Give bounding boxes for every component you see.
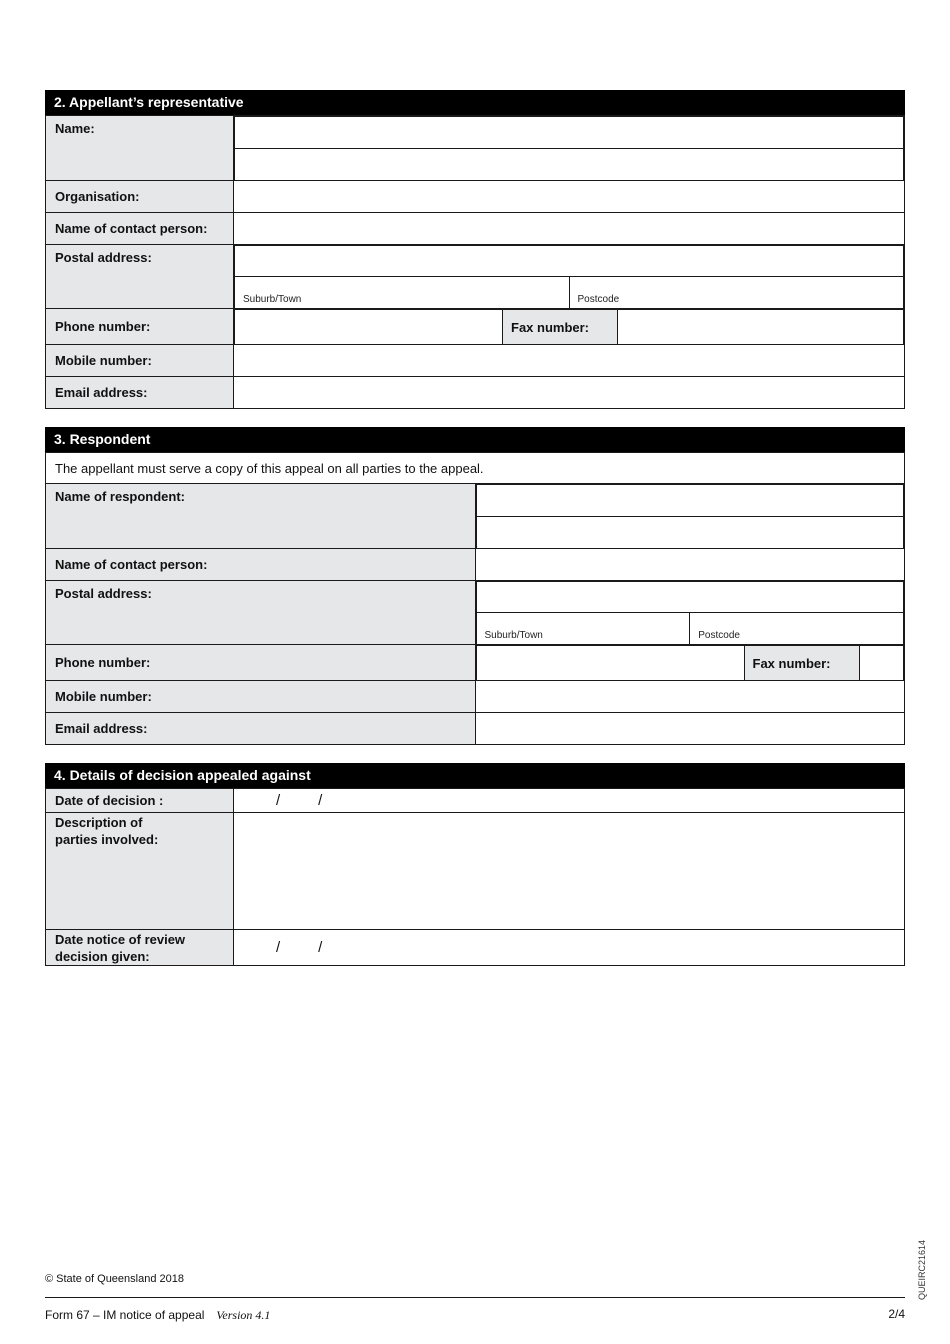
resp-suburb-field[interactable]: Suburb/Town [476, 612, 690, 644]
rep-name-field-2[interactable] [235, 149, 904, 180]
rep-mobile-field[interactable] [234, 345, 905, 377]
rep-contact-field[interactable] [234, 212, 905, 244]
form-code: QUEIRC21614 [917, 1239, 927, 1300]
section-respondent [45, 427, 905, 745]
name-label: Name: [46, 116, 234, 181]
resp-email-label: Email address: [46, 713, 476, 745]
resp-postal-street-field[interactable] [476, 581, 904, 612]
rep-contact-label: Name of contact person: [46, 212, 234, 244]
respondent-table [45, 452, 905, 745]
rep-phone-label: Phone number: [46, 309, 234, 345]
organisation-label: Organisation: [46, 180, 234, 212]
rep-phone-field[interactable] [235, 310, 503, 345]
section-appellant-representative [45, 90, 905, 409]
resp-mobile-field[interactable] [475, 681, 905, 713]
respondent-name-field-2[interactable] [476, 517, 904, 548]
decision-table [45, 788, 905, 966]
rep-postcode-field[interactable]: Postcode [569, 276, 904, 308]
rep-fax-field[interactable] [618, 310, 904, 345]
section-2-title: 2. Appellant’s representative [45, 90, 905, 115]
rep-suburb-field[interactable]: Suburb/Town [235, 276, 570, 308]
rep-postal-label: Postal address: [46, 244, 234, 309]
date-of-decision-label: Date of decision : [46, 789, 234, 813]
rep-email-label: Email address: [46, 377, 234, 409]
rep-name-field-1[interactable] [235, 117, 904, 149]
review-sep-1: / [276, 939, 281, 956]
rep-fax-label: Fax number: [503, 310, 618, 345]
resp-contact-label: Name of contact person: [46, 548, 476, 580]
description-label: Description of parties involved: [46, 813, 234, 930]
date-of-decision-field[interactable] [234, 789, 905, 813]
section-3-title: 3. Respondent [45, 427, 905, 452]
footer-form-info [45, 1308, 270, 1323]
review-sep-2: / [318, 939, 323, 956]
section-4-title: 4. Details of decision appealed against [45, 763, 905, 788]
respondent-name-label: Name of respondent: [46, 484, 476, 549]
respondent-note: The appellant must serve a copy of this appeal on all parties to the appeal. [46, 453, 905, 484]
date-sep-1: / [276, 792, 281, 809]
resp-fax-label: Fax number: [744, 646, 859, 681]
footer-divider [45, 1297, 905, 1298]
form-version: Version 4.1 [216, 1308, 271, 1322]
resp-contact-field[interactable] [475, 548, 905, 580]
representative-table [45, 115, 905, 409]
rep-mobile-label: Mobile number: [46, 345, 234, 377]
resp-mobile-label: Mobile number: [46, 681, 476, 713]
resp-fax-field[interactable] [859, 646, 904, 681]
review-date-field[interactable] [234, 930, 905, 966]
resp-postal-label: Postal address: [46, 580, 476, 645]
resp-phone-field[interactable] [476, 646, 744, 681]
copyright: © State of Queensland 2018 [45, 1273, 184, 1285]
resp-phone-label: Phone number: [46, 645, 476, 681]
review-date-label: Date notice of review decision given: [46, 930, 234, 966]
resp-email-field[interactable] [475, 713, 905, 745]
resp-postcode-field[interactable]: Postcode [690, 612, 904, 644]
rep-organisation-field[interactable] [234, 180, 905, 212]
page-number: 2/4 [888, 1307, 905, 1321]
rep-postal-street-field[interactable] [235, 245, 904, 276]
respondent-name-field-1[interactable] [476, 485, 904, 517]
rep-email-field[interactable] [234, 377, 905, 409]
form-name: Form 67 – IM notice of appeal [45, 1308, 205, 1322]
section-decision-details [45, 763, 905, 966]
date-sep-2: / [318, 792, 323, 809]
description-field[interactable] [234, 813, 905, 930]
